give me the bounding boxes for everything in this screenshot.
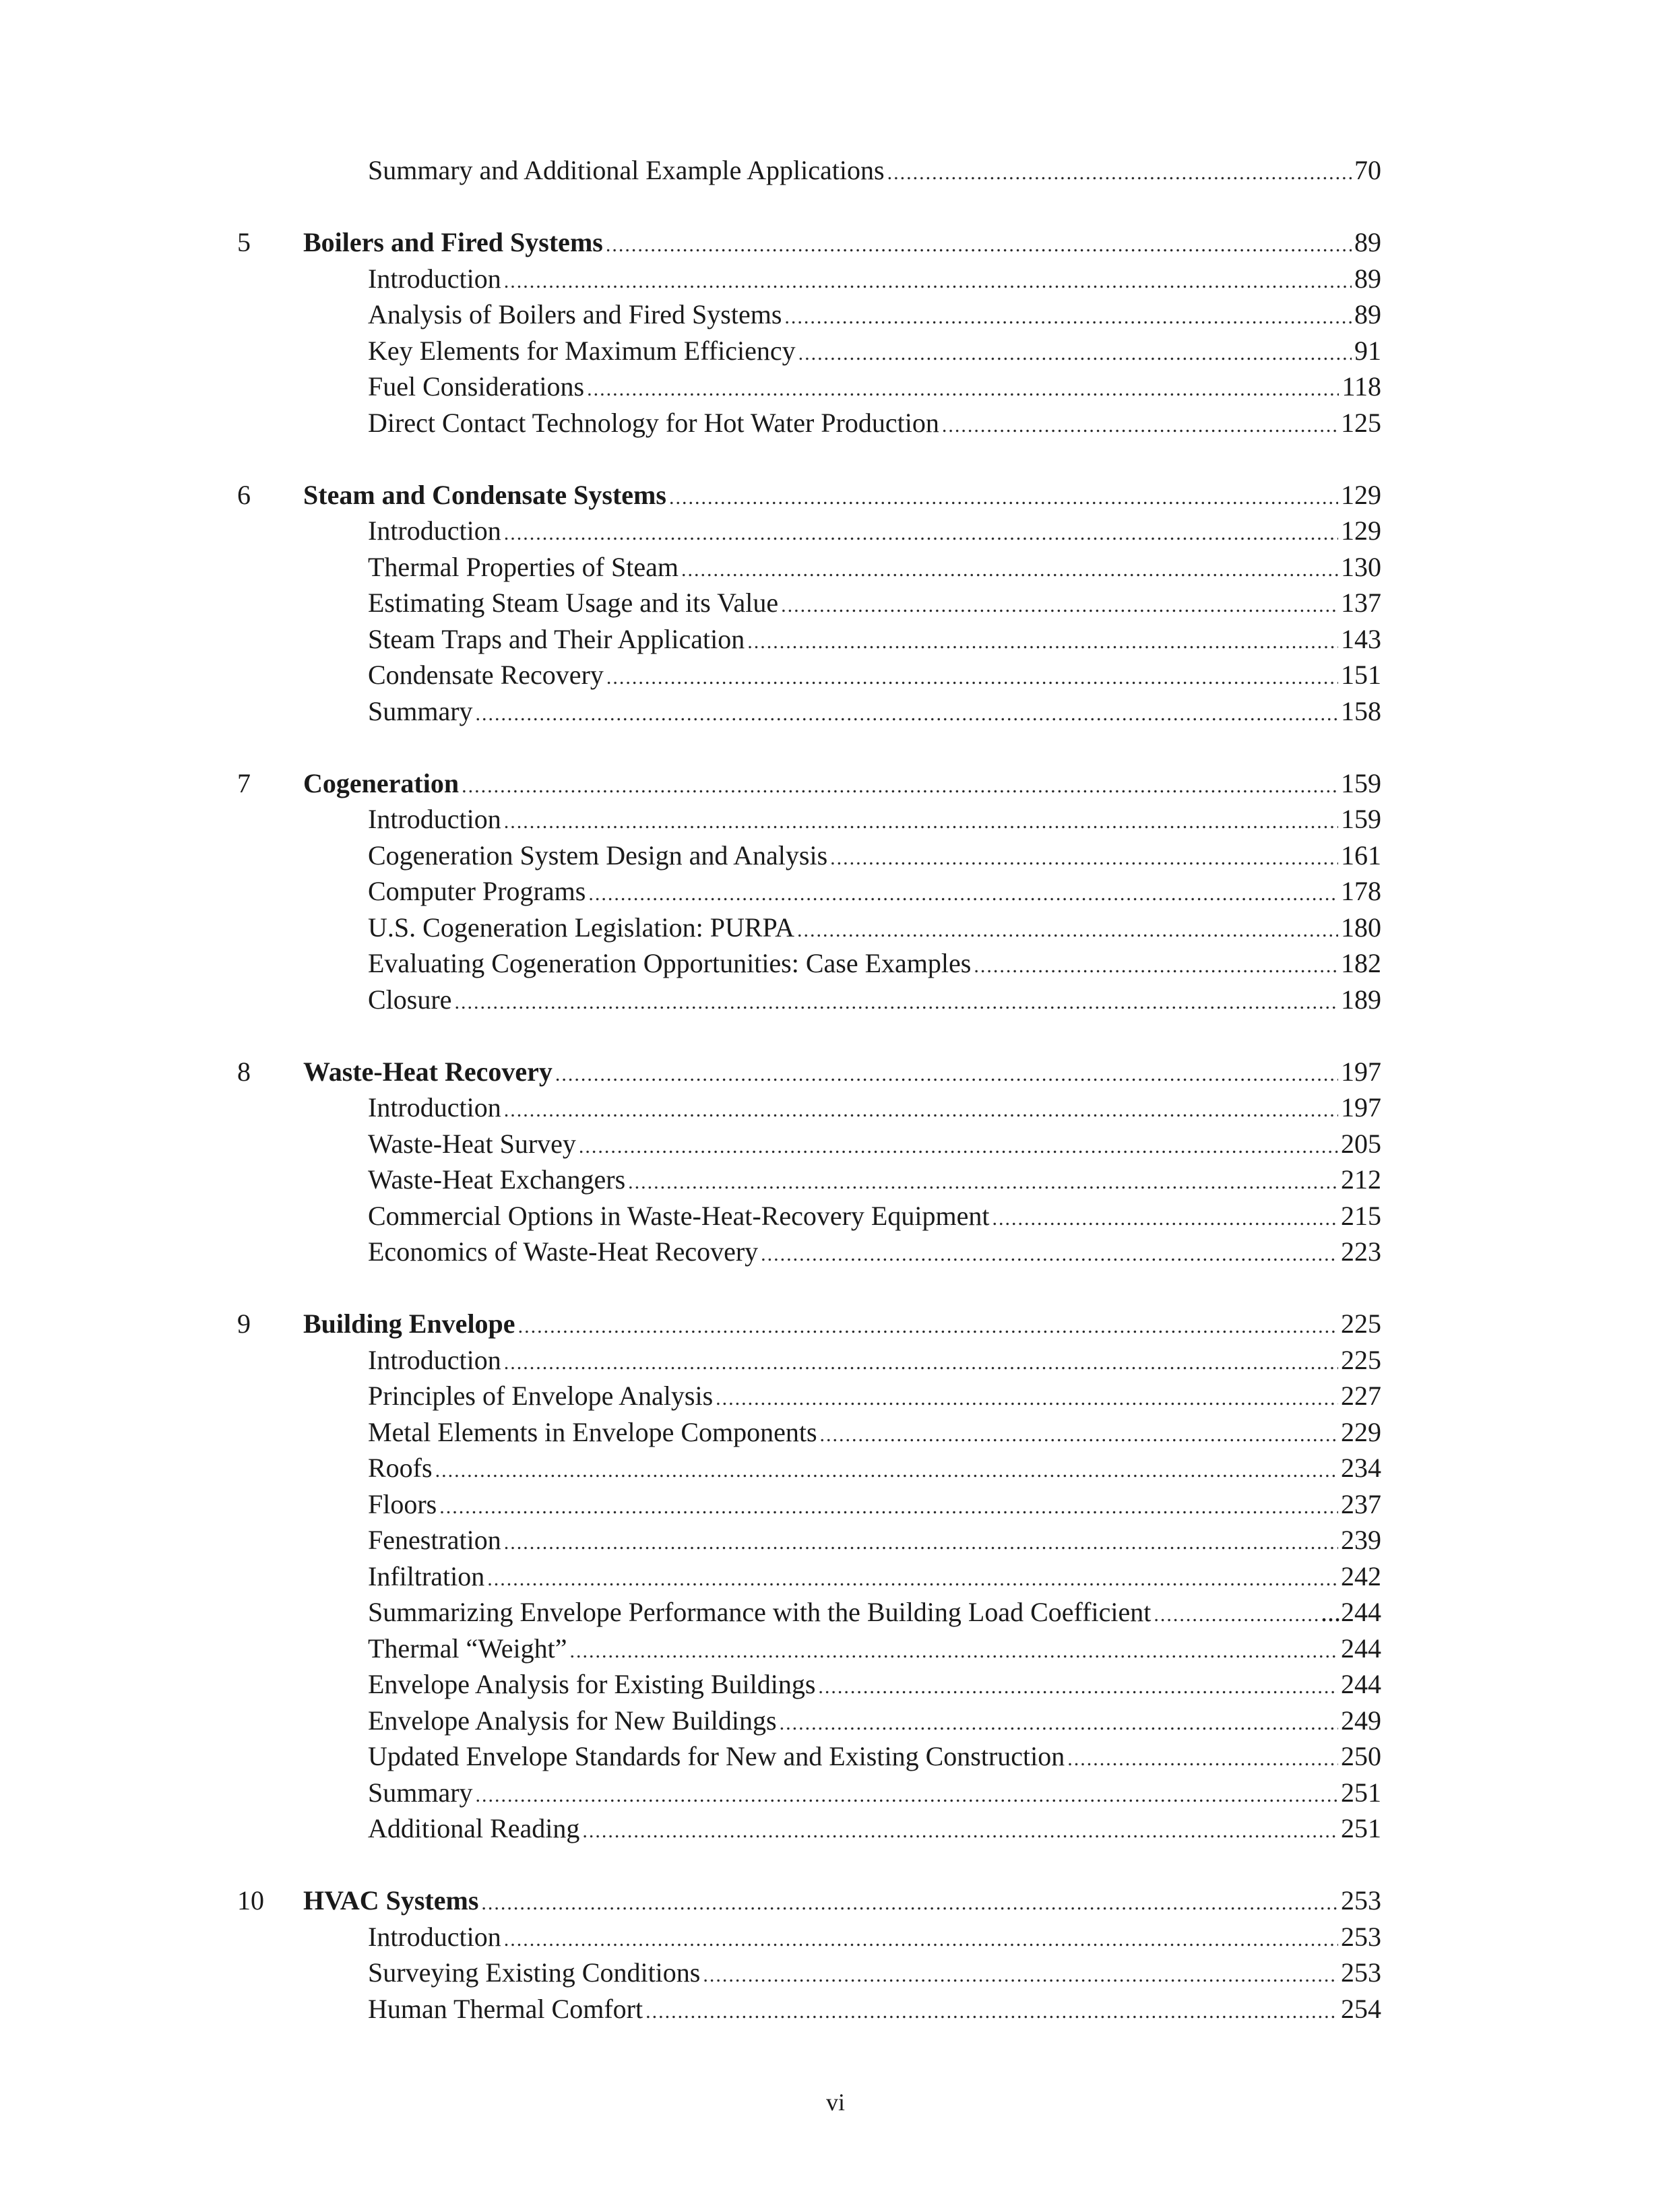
- toc-entry-line: [368, 549, 1381, 588]
- dot-leader: [820, 1417, 1338, 1453]
- section-title: Envelope Analysis for Existing Buildings: [368, 1669, 816, 1699]
- chapter-number: 7: [237, 768, 251, 798]
- dot-leader: [504, 263, 1352, 300]
- toc-section-entry: [0, 1450, 1671, 1486]
- toc-entry-line: [368, 369, 1381, 408]
- toc-chapter-entry: [0, 477, 1671, 513]
- toc-section-entry: [0, 945, 1671, 982]
- page-reference: 129: [1341, 515, 1381, 546]
- section-title: Waste-Heat Exchangers: [368, 1164, 626, 1195]
- section-title: Introduction: [368, 263, 501, 294]
- page-reference: 143: [1341, 624, 1381, 654]
- toc-section-entry: [0, 1234, 1671, 1270]
- dot-leader: [716, 1381, 1338, 1417]
- page-reference: 189: [1341, 984, 1381, 1015]
- page-reference: 178: [1341, 876, 1381, 906]
- toc-entry-line: [368, 1198, 1381, 1237]
- dot-leader: [974, 948, 1338, 984]
- dot-leader: [579, 1129, 1338, 1165]
- dot-leader: [1067, 1741, 1338, 1777]
- toc-entry-line: [368, 1991, 1381, 2030]
- dot-leader: [747, 624, 1338, 660]
- toc-entry-line: [303, 477, 1381, 516]
- page-reference: 212: [1341, 1164, 1381, 1195]
- section-title: Infiltration: [368, 1561, 485, 1591]
- page-reference: 137: [1341, 588, 1381, 618]
- dot-leader: [582, 1813, 1338, 1850]
- toc-entry-line: [368, 1594, 1381, 1633]
- toc-entry-line: [368, 621, 1381, 660]
- page-reference: 161: [1341, 840, 1381, 871]
- section-title: Closure: [368, 984, 452, 1015]
- toc-entry-line: [368, 513, 1381, 552]
- section-title: Condensate Recovery: [368, 660, 604, 690]
- toc-entry-line: [303, 1883, 1381, 1922]
- toc-entry-line: [303, 765, 1381, 804]
- dot-leader: [476, 696, 1338, 732]
- toc-chapter-entry: [0, 224, 1671, 261]
- section-title: Analysis of Boilers and Fired Systems: [368, 299, 782, 329]
- page-reference: 182: [1341, 948, 1381, 978]
- section-title: Updated Envelope Standards for New and Existing Construction: [368, 1741, 1065, 1771]
- dot-leader: [439, 1489, 1338, 1525]
- toc-entry-line: [368, 1126, 1381, 1165]
- toc-entry-line: [368, 657, 1381, 696]
- page-reference: 118: [1342, 371, 1381, 402]
- section-title: Cogeneration System Design and Analysis: [368, 840, 828, 871]
- chapter-number: 9: [237, 1308, 251, 1339]
- dot-leader: [761, 1236, 1338, 1273]
- page-reference: 159: [1341, 768, 1381, 798]
- toc-section-entry: [0, 1198, 1671, 1234]
- section-title: Metal Elements in Envelope Components: [368, 1417, 817, 1447]
- toc-section-entry: [0, 1775, 1671, 1811]
- toc-section-entry: [0, 621, 1671, 658]
- dot-leader: [797, 912, 1338, 949]
- section-title: Additional Reading: [368, 1813, 580, 1843]
- dot-leader: [570, 1633, 1338, 1670]
- toc-section-entry: [0, 513, 1671, 549]
- dot-leader: [669, 480, 1338, 516]
- toc-section-entry: [0, 296, 1671, 333]
- section-title: Surveying Existing Conditions: [368, 1957, 701, 1988]
- page-reference: 253: [1341, 1922, 1381, 1952]
- toc-section-entry: [0, 873, 1671, 910]
- toc-entry-line: [368, 1450, 1381, 1489]
- chapter-title: Cogeneration: [303, 768, 460, 798]
- section-title: U.S. Cogeneration Legislation: PURPA: [368, 912, 794, 943]
- toc-section-entry: [0, 1126, 1671, 1162]
- dot-leader: [476, 1777, 1338, 1814]
- dot-leader: [781, 588, 1338, 624]
- section-title: Roofs: [368, 1453, 433, 1483]
- chapter-title: Steam and Condensate Systems: [303, 480, 666, 510]
- dot-leader: [798, 336, 1352, 372]
- section-title: Economics of Waste-Heat Recovery: [368, 1236, 759, 1267]
- page-number: vi: [825, 2089, 845, 2116]
- toc-section-entry: [0, 1810, 1671, 1847]
- section-title: Thermal “Weight”: [368, 1633, 567, 1664]
- toc-section-entry: [0, 1522, 1671, 1558]
- toc-entry-line: [368, 1234, 1381, 1273]
- dot-leader: [703, 1957, 1338, 1994]
- dot-leader: [992, 1201, 1338, 1237]
- toc-section-entry: [0, 405, 1671, 441]
- section-title: Estimating Steam Usage and its Value: [368, 588, 779, 618]
- page-reference: 253: [1341, 1885, 1381, 1916]
- page-reference: 70: [1354, 155, 1381, 185]
- toc-entry-line: [368, 405, 1381, 444]
- dot-leader: [435, 1453, 1338, 1489]
- toc-entry-line: [368, 1775, 1381, 1814]
- dot-leader: [818, 1669, 1338, 1705]
- dot-leader: [1154, 1597, 1318, 1633]
- dot-leader: [681, 552, 1338, 588]
- toc-section-entry: [0, 1738, 1671, 1775]
- page-reference: 125: [1341, 408, 1381, 438]
- dot-leader: [942, 408, 1338, 444]
- section-title: Introduction: [368, 1092, 501, 1123]
- section-title: Summary: [368, 1777, 473, 1808]
- toc-section-entry: [0, 1378, 1671, 1414]
- page-reference: 242: [1341, 1561, 1381, 1591]
- toc-entry-line: [368, 333, 1381, 372]
- dot-leader: [487, 1561, 1338, 1598]
- toc-entry-line: [368, 1522, 1381, 1561]
- page-reference: 234: [1341, 1453, 1381, 1483]
- toc-chapter-entry: [0, 1054, 1671, 1090]
- page-reference: 215: [1341, 1201, 1381, 1231]
- section-title: Steam Traps and Their Application: [368, 624, 745, 654]
- toc-entry-line: [303, 224, 1381, 263]
- section-title: Waste-Heat Survey: [368, 1129, 576, 1159]
- toc-entry-line: [368, 1631, 1381, 1670]
- toc-entry-line: [368, 1919, 1381, 1958]
- toc-section-entry: [0, 1919, 1671, 1955]
- dot-leader: [504, 804, 1338, 840]
- dot-leader: [504, 1922, 1338, 1958]
- toc-entry-line: [368, 1666, 1381, 1705]
- toc-section-entry: [0, 1342, 1671, 1379]
- page-reference: 250: [1341, 1741, 1381, 1771]
- chapter-number: 8: [237, 1056, 251, 1087]
- section-title: Computer Programs: [368, 876, 586, 906]
- toc-section-entry: [0, 1666, 1671, 1703]
- page-reference: 237: [1341, 1489, 1381, 1519]
- section-title: Fuel Considerations: [368, 371, 585, 402]
- section-title: Introduction: [368, 804, 501, 834]
- page-reference: 197: [1341, 1056, 1381, 1087]
- page-reference: 89: [1354, 263, 1381, 294]
- toc-entry-line: [368, 1342, 1381, 1381]
- toc-entry-line: [368, 910, 1381, 949]
- page-reference: 239: [1341, 1525, 1381, 1555]
- page-reference: 130: [1341, 552, 1381, 582]
- toc-section-entry: [0, 982, 1671, 1018]
- toc-entry-line: [368, 838, 1381, 877]
- toc-entry-line: [368, 261, 1381, 300]
- toc-section-entry: [0, 1991, 1671, 2027]
- toc-entry-line: [368, 1703, 1381, 1742]
- chapter-number: 6: [237, 480, 251, 510]
- toc-section-entry: [0, 1558, 1671, 1595]
- chapter-title: Boilers and Fired Systems: [303, 227, 603, 257]
- dot-leader: [780, 1705, 1338, 1742]
- toc-section-entry: [0, 1162, 1671, 1198]
- page-reference: 254: [1341, 1994, 1381, 2024]
- toc-section-entry: [0, 1414, 1671, 1451]
- dot-leader: [628, 1164, 1338, 1201]
- toc-section-entry: [0, 1631, 1671, 1667]
- dot-leader: [587, 371, 1339, 408]
- section-title: Introduction: [368, 515, 501, 546]
- page-reference: 229: [1341, 1417, 1381, 1447]
- toc-entry-line: [368, 1738, 1381, 1777]
- toc-section-entry: [0, 1486, 1671, 1523]
- toc-entry-line: [368, 296, 1381, 336]
- section-title: Summary: [368, 696, 473, 726]
- section-title: Direct Contact Technology for Hot Water Production: [368, 408, 939, 438]
- page-reference: 205: [1341, 1129, 1381, 1159]
- section-title: Thermal Properties of Steam: [368, 552, 679, 582]
- toc-entry-line: [368, 1810, 1381, 1850]
- toc-entry-line: [368, 1414, 1381, 1453]
- toc-entry-line: [368, 1089, 1381, 1129]
- section-title: Principles of Envelope Analysis: [368, 1381, 714, 1411]
- page-reference: 227: [1341, 1381, 1381, 1411]
- toc-entry-line: [368, 693, 1381, 732]
- page-reference: ...244: [1321, 1597, 1381, 1627]
- toc-entry-line: [368, 873, 1381, 912]
- page-reference: 251: [1341, 1813, 1381, 1843]
- toc-section-entry: [0, 657, 1671, 693]
- toc-chapter-entry: [0, 1883, 1671, 1919]
- page-reference: 244: [1341, 1633, 1381, 1664]
- page-reference: 249: [1341, 1705, 1381, 1736]
- chapter-title: HVAC Systems: [303, 1885, 479, 1916]
- page-reference: 225: [1341, 1345, 1381, 1375]
- page-reference: 225: [1341, 1308, 1381, 1339]
- page-reference: 91: [1354, 336, 1381, 366]
- page-reference: 151: [1341, 660, 1381, 690]
- dot-leader: [462, 768, 1338, 804]
- dot-leader: [481, 1885, 1338, 1922]
- toc-entry-line: [368, 801, 1381, 840]
- toc-entry-line: [368, 1162, 1381, 1201]
- dot-leader: [588, 876, 1338, 912]
- dot-leader: [645, 1994, 1338, 2030]
- dot-leader: [555, 1056, 1338, 1093]
- toc-entry-line: [368, 982, 1381, 1021]
- dot-leader: [454, 984, 1338, 1021]
- page-reference: 251: [1341, 1777, 1381, 1808]
- section-title: Key Elements for Maximum Efficiency: [368, 336, 796, 366]
- toc-section-entry: [0, 1703, 1671, 1739]
- toc-entry-line: [303, 1306, 1381, 1345]
- toc-section-entry: [0, 549, 1671, 586]
- dot-leader: [518, 1308, 1338, 1345]
- toc-entry-line: [368, 1378, 1381, 1417]
- dot-leader: [887, 155, 1352, 191]
- toc-entry-line: [368, 585, 1381, 624]
- page-reference: 244: [1341, 1669, 1381, 1699]
- toc-section-entry: [0, 1955, 1671, 1991]
- page-reference: 223: [1341, 1236, 1381, 1267]
- toc-section-entry: [0, 1594, 1671, 1631]
- page-reference: 89: [1354, 227, 1381, 257]
- toc-section-entry: [0, 261, 1671, 297]
- section-title: Summarizing Envelope Performance with the Building Load Coefficient: [368, 1597, 1152, 1627]
- toc-chapter-entry: [0, 765, 1671, 802]
- toc-entry-line: [368, 1558, 1381, 1598]
- dot-leader: [830, 840, 1338, 877]
- page-reference: 253: [1341, 1957, 1381, 1988]
- toc-section-entry: [0, 693, 1671, 730]
- toc-entry-line: [368, 1486, 1381, 1525]
- toc-entry-line: [368, 945, 1381, 984]
- page-reference: 180: [1341, 912, 1381, 943]
- toc-section-entry: [0, 838, 1671, 874]
- toc-section-entry: [0, 910, 1671, 946]
- page-reference: 158: [1341, 696, 1381, 726]
- page-reference: 197: [1341, 1092, 1381, 1123]
- toc-section-entry: [0, 801, 1671, 838]
- chapter-number: 10: [237, 1885, 264, 1916]
- dot-leader: [784, 299, 1352, 336]
- chapter-title: Waste-Heat Recovery: [303, 1056, 553, 1087]
- dot-leader: [504, 1092, 1338, 1129]
- page-reference: 159: [1341, 804, 1381, 834]
- chapter-title: Building Envelope: [303, 1308, 515, 1339]
- dot-leader: [504, 1525, 1338, 1561]
- section-title: Envelope Analysis for New Buildings: [368, 1705, 777, 1736]
- chapter-number: 5: [237, 227, 251, 257]
- section-title: Commercial Options in Waste-Heat-Recovery Equipment: [368, 1201, 990, 1231]
- section-title: Evaluating Cogeneration Opportunities: Case Examples: [368, 948, 972, 978]
- section-title: Summary and Additional Example Applications: [368, 155, 885, 185]
- section-title: Floors: [368, 1489, 437, 1519]
- toc-entry-line: [303, 1054, 1381, 1093]
- toc-chapter-entry: [0, 1306, 1671, 1342]
- toc-section-entry: [0, 369, 1671, 405]
- page-reference: 129: [1341, 480, 1381, 510]
- dot-leader: [606, 660, 1338, 696]
- section-title: Fenestration: [368, 1525, 501, 1555]
- dot-leader: [504, 1345, 1338, 1381]
- toc-section-entry: [0, 1089, 1671, 1126]
- section-title: Introduction: [368, 1922, 501, 1952]
- page-reference: 89: [1354, 299, 1381, 329]
- toc-entry-line: [368, 1955, 1381, 1994]
- section-title: Human Thermal Comfort: [368, 1994, 643, 2024]
- toc-entry-line: [368, 152, 1381, 191]
- toc-section-entry: [0, 152, 1671, 189]
- dot-leader: [504, 515, 1338, 552]
- dot-leader: [606, 227, 1352, 263]
- toc-section-entry: [0, 333, 1671, 369]
- section-title: Introduction: [368, 1345, 501, 1375]
- toc-section-entry: [0, 585, 1671, 621]
